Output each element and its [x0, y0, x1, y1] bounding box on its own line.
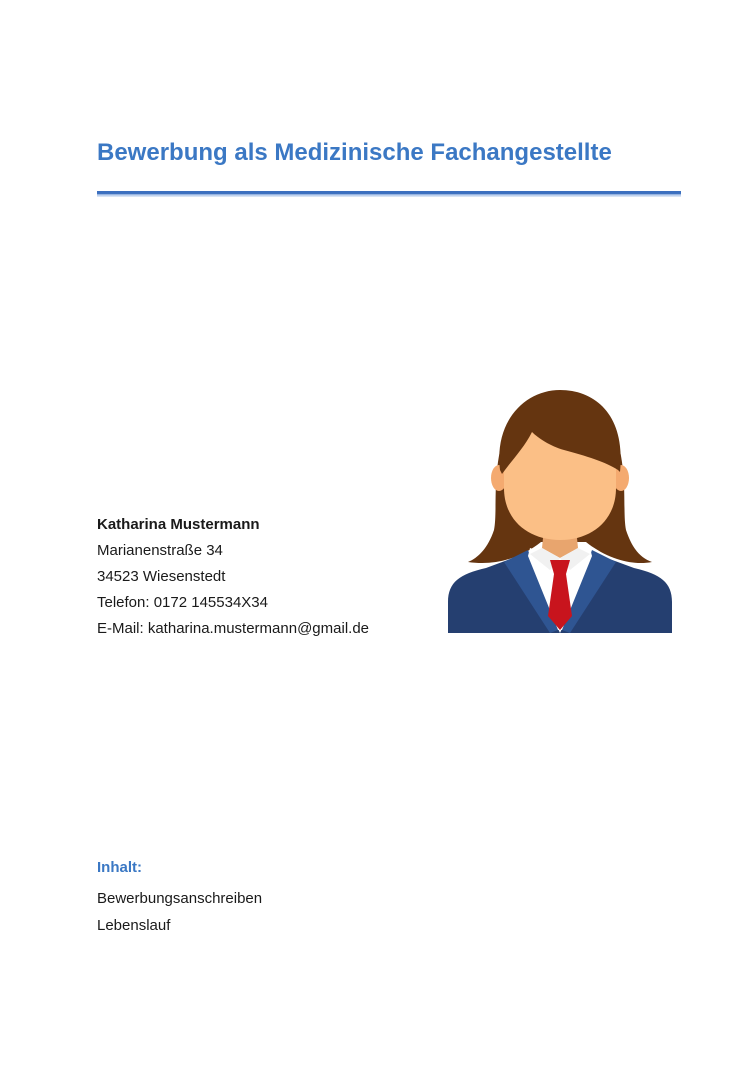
female-professional-avatar-icon — [446, 390, 674, 633]
contents-list — [97, 885, 262, 939]
contents-item-cv: Lebenslauf — [97, 917, 171, 934]
contents-item-cover-letter: Bewerbungsanschreiben — [97, 890, 263, 907]
applicant-name: Katharina Mustermann — [97, 516, 260, 533]
phone-number: Telefon: 0172 145534X34 — [97, 594, 268, 611]
title-underline — [97, 191, 681, 197]
postal-city: 34523 Wiesenstedt — [97, 568, 226, 585]
street-address: Marianenstraße 34 — [97, 542, 223, 559]
document-title: Bewerbung als Medizinische Fachangestellte — [97, 139, 612, 166]
email-address: E-Mail: katharina.mustermann@gmail.de — [97, 620, 369, 637]
contact-block — [97, 512, 369, 642]
contents-heading: Inhalt: — [97, 859, 142, 876]
